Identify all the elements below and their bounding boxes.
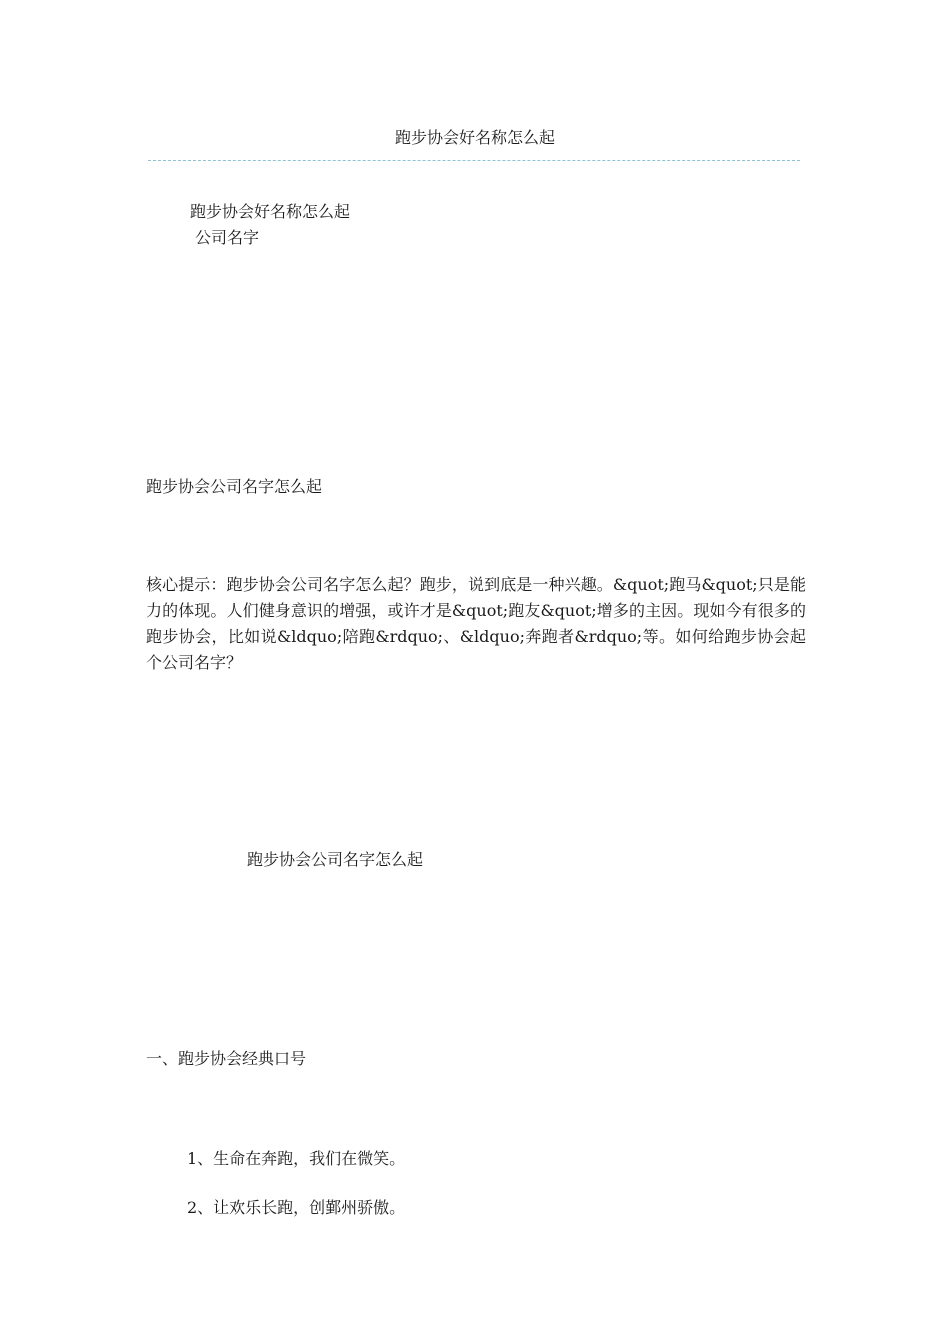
section-heading: 跑步协会公司名字怎么起 xyxy=(146,477,323,496)
header-title: 跑步协会好名称怎么起 xyxy=(394,128,555,147)
slogan-item: 1、生命在奔跑，我们在微笑。 xyxy=(187,1149,406,1168)
center-heading: 跑步协会公司名字怎么起 xyxy=(247,850,424,869)
slogan-item: 2、让欢乐长跑，创鄞州骄傲。 xyxy=(187,1198,406,1217)
intro-paragraph: 核心提示：跑步协会公司名字怎么起？跑步，说到底是一种兴趣。&quot;跑马&quot;只是能力的体现。人们健身意识的增强，或许才是&quot;跑友&quot;增多的主因。现如今有很多的跑步协会，比如说&ldquo;陪跑&rdquo;、&ldquo;奔跑者&rdquo;等。如何给跑步协会起个公司名字？ xyxy=(146,575,806,672)
article-subtitle: 跑步协会好名称怎么起 xyxy=(190,202,351,221)
article-tag: 公司名字 xyxy=(195,228,260,247)
header-dashed-rule xyxy=(148,160,800,161)
slogan-list-heading: 一、跑步协会经典口号 xyxy=(146,1049,307,1068)
